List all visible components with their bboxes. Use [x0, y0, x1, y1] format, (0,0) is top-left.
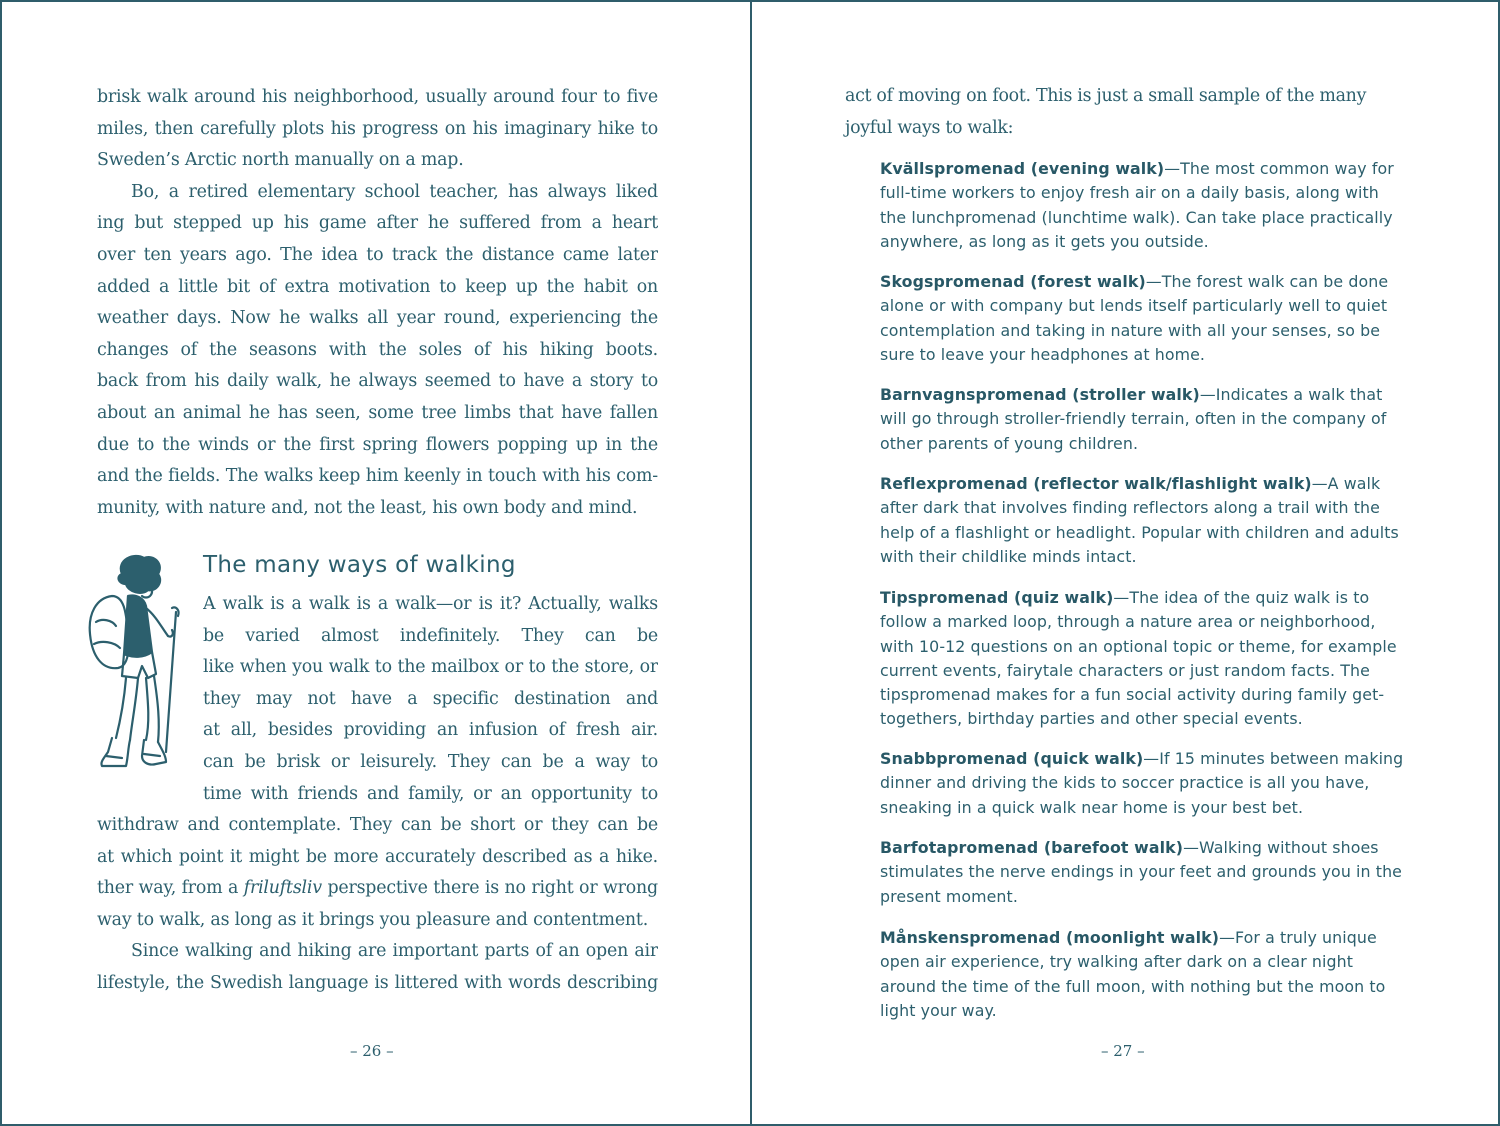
walk-type-description: —For a truly unique open air experience, try walking after dark on a clear night around the time of the full moon, with nothing but the moon to light your way. [880, 928, 1386, 1020]
text-line: time with friends and family, or an opportunity to [203, 783, 658, 804]
text-line: be varied almost indefinitely. They can be [203, 625, 658, 646]
text-line: they may not have a specific destination and [203, 688, 658, 709]
text-line: ther way, from a friluftsliv perspective there is no right or wrong [97, 878, 658, 899]
walk-type-term: Kvällspromenad (evening walk) [880, 159, 1165, 178]
walk-type-description: —A walk after dark that involves finding reflectors along a trail with the help of a flashlight or headlight. Popular with children and adults with their childlike minds intact. [880, 474, 1399, 566]
text-line: changes of the seasons with the soles of his hiking boots. [97, 339, 658, 360]
text-line: over ten years ago. The idea to track the distance came later [97, 245, 658, 265]
text-line: way to walk, as long as it brings you pleasure and contentment. [97, 909, 649, 930]
walk-type-entry [880, 926, 1410, 1023]
section-heading: The many ways of walking [203, 552, 516, 578]
walk-type-term: Barnvagnspromenad (stroller walk) [880, 385, 1200, 404]
walk-type-description: —If 15 minutes between making dinner and driving the kids to soccer practice is all you have, sneaking in a quick walk near home is your best bet. [880, 749, 1404, 817]
walk-type-term: Tipspromenad (quiz walk) [880, 588, 1114, 607]
walk-type-description: —Walking without shoes stimulates the nerve endings in your feet and grounds you in the present moment. [880, 838, 1402, 906]
text-line: ing but stepped up his game after he suffered from a heart [97, 213, 658, 234]
page-number-left: – 26 – [350, 1042, 394, 1060]
text-line: can be brisk or leisurely. They can be a way to [203, 752, 658, 772]
text-line: back from his daily walk, he always seemed to have a story to [97, 371, 658, 392]
left-page [2, 2, 750, 1126]
walk-type-description: —The most common way for full-time workers to enjoy fresh air on a daily basis, along with the lunchpromenad (lunchtime walk). Can take place practically anywhere, as long as it gets you outside. [880, 159, 1394, 251]
text-line: lifestyle, the Swedish language is littered with words describing [97, 973, 658, 993]
walk-type-entry [880, 747, 1410, 820]
text-line: Bo, a retired elementary school teacher, has always liked [131, 181, 658, 202]
right-intro-text: act of moving on foot. This is just a small sample of the many joyful ways to walk: [845, 86, 1367, 138]
text-line: brisk walk around his neighborhood, usually around four to five [97, 87, 658, 107]
walk-type-term: Barfotapromenad (barefoot walk) [880, 838, 1184, 857]
walk-type-entry [880, 836, 1410, 909]
text-line: Sweden’s Arctic north manually on a map. [97, 150, 464, 171]
text-line: added a little bit of extra motivation to keep up the habit on [97, 276, 658, 297]
page-number-right: – 27 – [1101, 1042, 1145, 1060]
walk-type-description: —The idea of the quiz walk is to follow a marked loop, through a nature area or neighborhood, with 10-12 questions on an optional topic or theme, for example current events, fairytale characters or just random facts. The tipspromenad makes for a fun social activity during family get-togethers, birthday parties and other special events. [880, 588, 1397, 729]
text-line: at which point it might be more accurately described as a hike. [97, 846, 658, 867]
walk-type-entry [880, 472, 1410, 569]
text-line: about an animal he has seen, some tree limbs that have fallen [97, 403, 658, 423]
text-line: A walk is a walk is a walk—or is it? Actually, walks [203, 594, 658, 614]
walk-type-description: —The forest walk can be done alone or with company but lends itself particularly well to quiet contemplation and taking in nature with all your senses, so be sure to leave your headphones at home. [880, 272, 1389, 364]
text-line: withdraw and contemplate. They can be short or they can be [97, 815, 658, 835]
text-line: at all, besides providing an infusion of fresh air. [203, 720, 658, 741]
text-line: due to the winds or the first spring flowers popping up in the [97, 434, 658, 455]
text-line: weather days. Now he walks all year round, experiencing the [97, 308, 658, 329]
walk-type-entry [880, 270, 1410, 367]
hiker-illustration [82, 552, 194, 777]
walk-type-entry [880, 157, 1410, 254]
text-line: and the fields. The walks keep him keenly in touch with his com- [97, 466, 658, 487]
text-line: Since walking and hiking are important parts of an open air [131, 941, 658, 962]
walk-type-description: —Indicates a walk that will go through stroller-friendly terrain, often in the company of other parents of young children. [880, 385, 1387, 453]
walk-type-term: Snabbpromenad (quick walk) [880, 749, 1144, 768]
walk-type-term: Skogspromenad (forest walk) [880, 272, 1146, 291]
walk-type-term: Reflexpromenad (reflector walk/flashlight walk) [880, 474, 1312, 493]
text-line: munity, with nature and, not the least, his own body and mind. [97, 497, 638, 518]
walk-type-entry [880, 586, 1410, 732]
text-line: like when you walk to the mailbox or to the store, or [203, 657, 658, 678]
walk-type-entry [880, 383, 1410, 456]
text-line: miles, then carefully plots his progress on his imaginary hike to [97, 118, 658, 139]
walk-type-term: Månskenspromenad (moonlight walk) [880, 928, 1220, 947]
